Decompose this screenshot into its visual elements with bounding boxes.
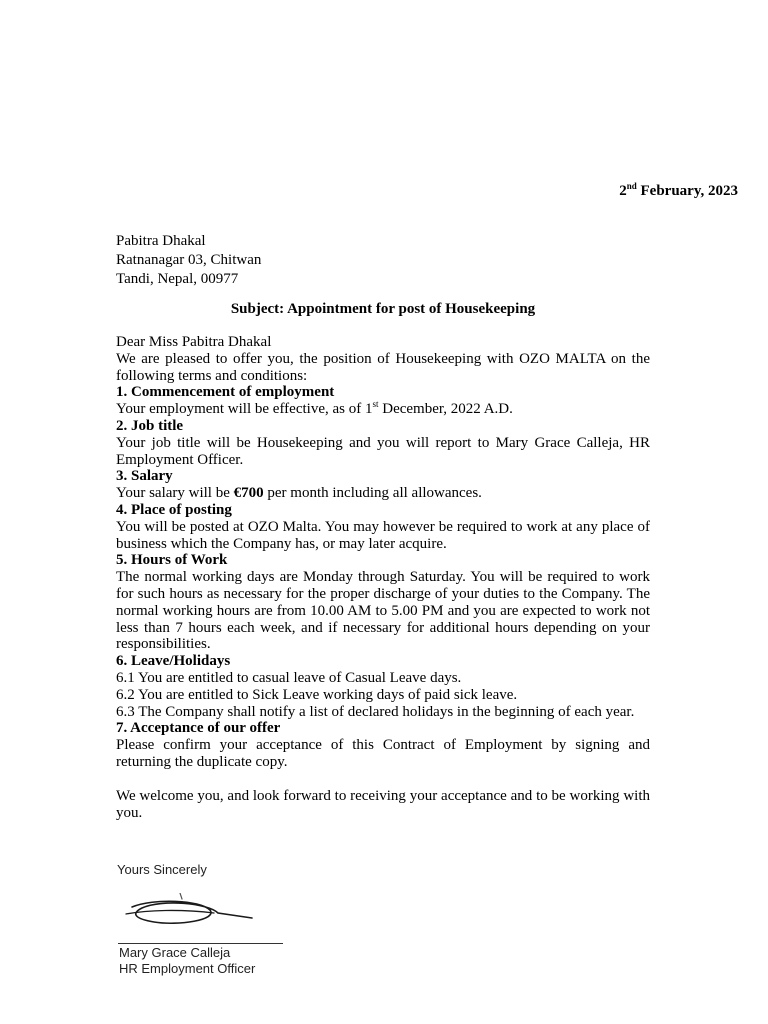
section-heading-hours: 5. Hours of Work: [116, 552, 228, 569]
welcome-paragraph: We welcome you, and look forward to receiving your acceptance and to be working with you.: [116, 787, 650, 821]
section-heading-salary: 3. Salary: [116, 468, 173, 485]
leave-item-holidays: 6.3 The Company shall notify a list of declared holidays in the beginning of each year.: [116, 703, 635, 720]
letter-subject: Subject: Appointment for post of Housekeeping: [230, 301, 536, 317]
letter-body: [116, 334, 650, 821]
section-text-salary: Your salary will be €700 per month including all allowances.: [116, 485, 482, 502]
recipient-name: Pabitra Dhakal: [116, 233, 206, 249]
recipient-address-line2: Tandi, Nepal, 00977: [116, 271, 239, 287]
signer-title: HR Employment Officer: [119, 961, 256, 976]
recipient-address: [116, 232, 261, 289]
section-text-hours: The normal working days are Monday through Saturday. You will be required to work for such hours as necessary for the proper discharge of your duties to the Company. The normal working hours are from 10.00 AM to 5.00 PM and you are expected to work not less than 7 hours each week, and if necessary for additional hours depending on your responsibilities.: [116, 569, 650, 653]
signature-icon: [118, 893, 268, 935]
recipient-address-line1: Ratnanagar 03, Chitwan: [116, 252, 262, 268]
section-heading-leave: 6. Leave/Holidays: [116, 653, 231, 670]
intro-paragraph: We are pleased to offer you, the position of Housekeeping with OZO MALTA on the following terms and conditions:: [116, 350, 650, 384]
signer-name: Mary Grace Calleja: [119, 945, 231, 960]
section-text-commencement: Your employment will be effective, as of 1st December, 2022 A.D.: [116, 399, 513, 418]
section-text-posting: You will be posted at OZO Malta. You may however be required to work at any place of business which the Company has, or may later acquire.: [116, 518, 650, 552]
section-text-acceptance: Please confirm your acceptance of this Contract of Employment by signing and returning the duplicate copy.: [116, 737, 650, 770]
leave-item-sick: 6.2 You are entitled to Sick Leave working days of paid sick leave.: [116, 686, 518, 703]
salutation: Dear Miss Pabitra Dhakal: [116, 334, 272, 350]
section-heading-posting: 4. Place of posting: [116, 501, 232, 518]
section-heading-commencement: 1. Commencement of employment: [116, 384, 335, 401]
salary-amount: €700: [233, 485, 264, 502]
section-heading-acceptance: 7. Acceptance of our offer: [116, 720, 281, 737]
closing-text: Yours Sincerely: [117, 862, 207, 877]
letter-date: 2nd February, 2023: [619, 181, 738, 199]
section-text-job-title: Your job title will be Housekeeping and you will report to Mary Grace Calleja, HR Employment Officer.: [116, 434, 650, 468]
signature-line: [118, 943, 283, 944]
leave-item-casual: 6.1 You are entitled to casual leave of Casual Leave days.: [116, 669, 462, 686]
section-heading-job-title: 2. Job title: [116, 417, 184, 434]
